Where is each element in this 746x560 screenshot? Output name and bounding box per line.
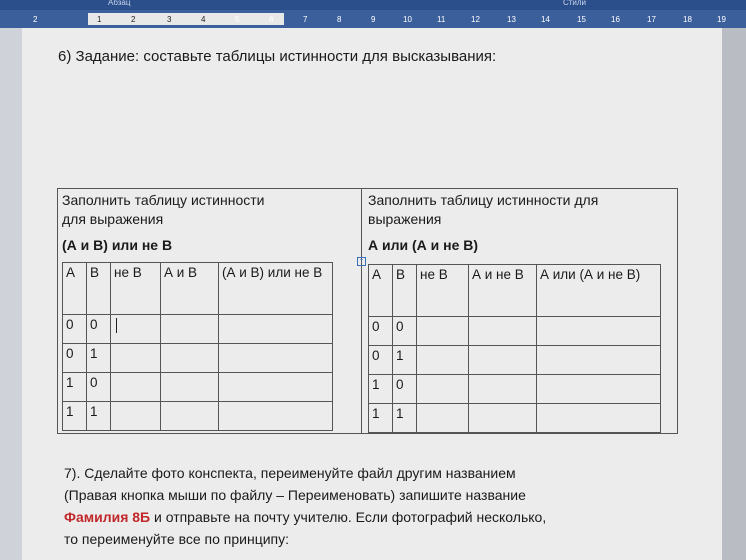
left-caption — [62, 191, 264, 229]
ruler-mark: 2 — [33, 15, 38, 24]
ruler-mark: 3 — [167, 15, 172, 24]
ruler-mark: 4 — [201, 15, 206, 24]
ruler-mark: 2 — [131, 15, 136, 24]
table-cell-active[interactable] — [111, 315, 161, 344]
header-cell[interactable]: А и В — [161, 263, 219, 315]
left-caption-line2: для выражения — [62, 211, 164, 227]
task7-paragraph — [64, 462, 664, 550]
ruler-mark: 19 — [717, 15, 726, 24]
table-cell[interactable] — [469, 346, 537, 375]
left-caption-line1: Заполнить таблицу истинности — [62, 192, 265, 208]
right-caption-line2: выражения — [368, 211, 442, 227]
table-cell[interactable] — [111, 344, 161, 373]
table-cell[interactable]: 1 — [63, 373, 87, 402]
ruler-mark: 6 — [269, 15, 274, 24]
table-cell[interactable] — [417, 346, 469, 375]
table-cell[interactable] — [161, 344, 219, 373]
page-margin-area — [722, 28, 746, 560]
table-cell[interactable] — [111, 402, 161, 431]
header-cell[interactable]: А — [63, 263, 87, 315]
left-truth-table[interactable] — [62, 262, 333, 431]
ruler-mark: 7 — [303, 15, 308, 24]
task7-line3-rest: и отправьте на почту учителю. Если фотографий несколько, — [150, 509, 547, 525]
ruler-page-area — [88, 13, 284, 25]
layout-table-divider — [361, 188, 362, 433]
table-cell[interactable] — [537, 375, 661, 404]
ruler-mark: 1 — [97, 15, 102, 24]
right-caption-line1: Заполнить таблицу истинности для — [368, 192, 599, 208]
table-cell[interactable]: 0 — [87, 373, 111, 402]
header-cell[interactable]: В — [87, 263, 111, 315]
header-cell[interactable]: не В — [417, 265, 469, 317]
header-cell[interactable]: А и не В — [469, 265, 537, 317]
table-cell[interactable] — [111, 373, 161, 402]
ruler-mark: 10 — [403, 15, 412, 24]
table-cell[interactable] — [219, 373, 333, 402]
ruler-mark: 5 — [235, 15, 240, 24]
right-truth-table[interactable] — [368, 264, 661, 433]
table-cell[interactable] — [417, 317, 469, 346]
header-cell[interactable]: А — [369, 265, 393, 317]
table-cell[interactable] — [537, 317, 661, 346]
table-cell[interactable]: 0 — [63, 315, 87, 344]
task7-line1: 7). Сделайте фото конспекта, переименуйте файл другим названием — [64, 465, 516, 481]
title-bar — [0, 0, 746, 10]
text-cursor — [116, 318, 117, 333]
ruler-mark: 14 — [541, 15, 550, 24]
table-cell[interactable]: 1 — [393, 346, 417, 375]
right-caption — [368, 191, 598, 229]
ruler-mark: 18 — [683, 15, 692, 24]
task6-heading: 6) Задание: составьте таблицы истинности для высказывания: — [58, 48, 497, 65]
table-cell[interactable] — [469, 404, 537, 433]
table-move-handle-icon[interactable]: + — [357, 257, 366, 266]
table-cell[interactable]: 1 — [87, 402, 111, 431]
header-cell[interactable]: А или (А и не В) — [537, 265, 661, 317]
ruler-mark: 16 — [611, 15, 620, 24]
table-cell[interactable]: 0 — [369, 346, 393, 375]
task7-line2: (Правая кнопка мыши по файлу – Переименовать) запишите название — [64, 487, 526, 503]
ruler-mark: 17 — [647, 15, 656, 24]
table-cell[interactable]: 0 — [63, 344, 87, 373]
ruler-mark: 8 — [337, 15, 342, 24]
task7-line4: то переименуйте все по принципу: — [64, 531, 290, 547]
ruler-mark: 12 — [471, 15, 480, 24]
horizontal-ruler[interactable] — [0, 10, 746, 28]
table-cell[interactable] — [219, 344, 333, 373]
ruler-mark: 9 — [371, 15, 376, 24]
table-cell[interactable] — [469, 317, 537, 346]
task7-line3 — [64, 506, 664, 528]
table-cell[interactable]: 0 — [393, 317, 417, 346]
left-expression: (А и В) или не В — [62, 237, 173, 253]
table-cell[interactable]: 1 — [87, 344, 111, 373]
table-cell[interactable]: 0 — [369, 317, 393, 346]
ribbon-group-label: Стили — [562, 0, 586, 7]
table-cell[interactable] — [469, 375, 537, 404]
table-cell[interactable] — [537, 346, 661, 375]
header-cell[interactable]: В — [393, 265, 417, 317]
table-cell[interactable] — [219, 402, 333, 431]
right-expression: А или (А и не В) — [368, 237, 479, 253]
table-cell[interactable]: 1 — [369, 375, 393, 404]
table-cell[interactable]: 1 — [63, 402, 87, 431]
table-cell[interactable] — [537, 404, 661, 433]
table-cell[interactable] — [219, 315, 333, 344]
table-cell[interactable] — [161, 315, 219, 344]
task7-highlight: Фамилия 8Б — [64, 509, 151, 525]
table-cell[interactable]: 1 — [393, 404, 417, 433]
header-cell[interactable]: (А и В) или не В — [219, 263, 333, 315]
table-cell[interactable] — [417, 375, 469, 404]
table-cell[interactable] — [161, 402, 219, 431]
ruler-mark: 13 — [507, 15, 516, 24]
ruler-mark: 11 — [437, 15, 446, 24]
table-cell[interactable]: 0 — [87, 315, 111, 344]
table-cell[interactable]: 0 — [393, 375, 417, 404]
table-cell[interactable]: 1 — [369, 404, 393, 433]
header-cell[interactable]: не В — [111, 263, 161, 315]
ribbon-group-label: Абзац — [108, 0, 131, 7]
ruler-mark: 15 — [577, 15, 586, 24]
table-cell[interactable] — [417, 404, 469, 433]
table-cell[interactable] — [161, 373, 219, 402]
